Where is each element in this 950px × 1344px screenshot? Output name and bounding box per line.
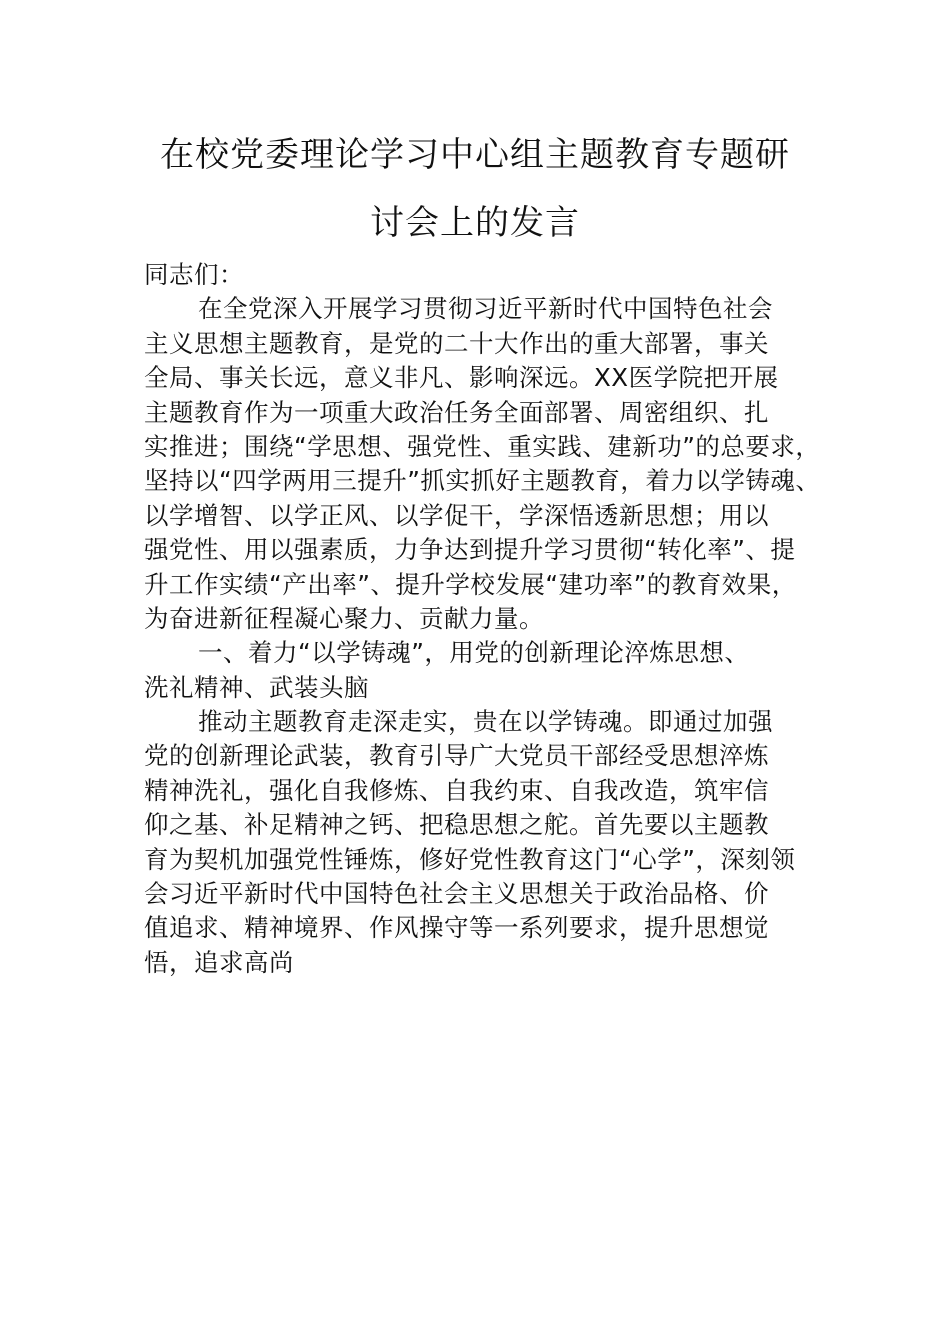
document-title-line-2: 讨会上的发言 — [370, 203, 580, 243]
paragraph-line: 党的创新理论武装，教育引导广大党员干部经受思想淬炼 — [144, 741, 769, 771]
paragraph-line: 全局、事关长远，意义非凡、影响深远。XX医学院把开展 — [144, 363, 779, 393]
paragraph-2 — [144, 705, 834, 980]
salutation: 同志们： — [144, 260, 244, 289]
paragraph-line: 升工作实绩“产出率”、提升学校发展“建功率”的教育效果， — [144, 569, 797, 599]
paragraph-line: 推动主题教育走深走实，贵在以学铸魂。即通过加强 — [198, 707, 773, 737]
document-body — [144, 258, 834, 980]
paragraph-line: 在全党深入开展学习贯彻习近平新时代中国特色社会 — [198, 294, 773, 324]
paragraph-line: 主义思想主题教育，是党的二十大作出的重大部署，事关 — [144, 328, 769, 358]
paragraph-line: 以学增智、以学正风、以学促干，学深悟透新思想；用以 — [144, 500, 769, 530]
document-title-line-1: 在校党委理论学习中心组主题教育专题研 — [160, 135, 790, 175]
paragraph-line: 精神洗礼，强化自我修炼、自我约束、自我改造，筑牢信 — [144, 775, 769, 805]
paragraph-1 — [144, 292, 834, 636]
heading-line: 一、着力“以学铸魂”，用党的创新理论淬炼思想、 — [198, 638, 750, 668]
paragraph-line: 强党性、用以强素质，力争达到提升学习贯彻“转化率”、提 — [144, 535, 796, 565]
paragraph-line: 值追求、精神境界、作风操守等一系列要求，提升思想觉 — [144, 913, 769, 943]
paragraph-line: 悟，追求高尚 — [144, 947, 294, 977]
paragraph-line: 坚持以“四学两用三提升”抓实抓好主题教育，着力以学铸魂、 — [144, 466, 821, 496]
paragraph-line: 实推进；围绕“学思想、强党性、重实践、建新功”的总要求， — [144, 431, 821, 461]
paragraph-line: 会习近平新时代中国特色社会主义思想关于政治品格、价 — [144, 879, 769, 909]
paragraph-line: 育为契机加强党性锤炼，修好党性教育这门“心学”，深刻领 — [144, 844, 796, 874]
paragraph-line: 仰之基、补足精神之钙、把稳思想之舵。首先要以主题教 — [144, 810, 769, 840]
paragraph-line: 为奋进新征程凝心聚力、贡献力量。 — [144, 603, 544, 633]
heading-line: 洗礼精神、武装头脑 — [144, 672, 369, 702]
paragraph-line: 主题教育作为一项重大政治任务全面部署、周密组织、扎 — [144, 397, 769, 427]
section-heading-1 — [144, 636, 834, 705]
